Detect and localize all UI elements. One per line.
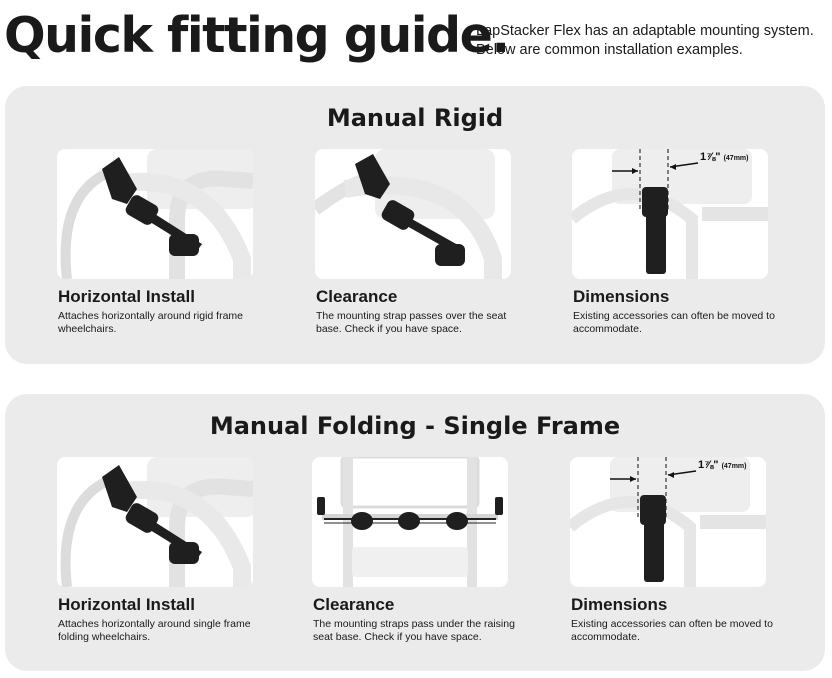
card-description: The mounting straps pass under the raising seat base. Check if you have space. [313, 618, 515, 643]
section-manual-rigid [5, 86, 825, 364]
card-horizontal-install [57, 149, 257, 336]
card-title: Dimensions [573, 287, 670, 306]
dimensions-photo [572, 149, 768, 279]
card-description: Existing accessories can often be moved to accommodate. [573, 310, 775, 335]
card-clearance [312, 457, 515, 644]
intro-text: LapStacker Flex has an adaptable mounting system. Below are common installation examples. [476, 23, 814, 58]
card-description: Attaches horizontally around single frame folding wheelchairs. [58, 618, 251, 643]
dimension-label [698, 459, 746, 471]
dimension-mm: (47mm) [721, 463, 747, 470]
clearance-photo [312, 457, 508, 587]
dimension-mm: (47mm) [723, 155, 749, 162]
horizontal-install-photo [57, 149, 253, 279]
card-description: Existing accessories can often be moved to accommodate. [571, 618, 773, 643]
dimension-label [700, 151, 748, 163]
page-title: Quick fitting guide. [4, 7, 509, 64]
card-dimensions [572, 149, 775, 336]
card-clearance [315, 149, 515, 336]
card-title: Clearance [313, 595, 395, 614]
card-horizontal-install [57, 457, 257, 644]
dimensions-photo [570, 457, 766, 587]
clearance-photo [315, 149, 511, 279]
card-title: Horizontal Install [58, 595, 195, 614]
card-description: Attaches horizontally around rigid frame wheelchairs. [58, 310, 244, 335]
section-manual-folding [5, 394, 825, 671]
dimension-inches: 1⅞" [700, 151, 721, 163]
card-description: The mounting strap passes over the seat base. Check if you have space. [316, 310, 507, 335]
card-title: Clearance [316, 287, 398, 306]
card-title: Dimensions [571, 595, 668, 614]
card-title: Horizontal Install [58, 287, 195, 306]
card-dimensions [570, 457, 773, 644]
section-heading: Manual Folding - Single Frame [209, 412, 621, 440]
dimension-inches: 1⅞" [698, 459, 719, 471]
horizontal-install-photo [57, 457, 253, 587]
section-heading: Manual Rigid [326, 104, 504, 132]
